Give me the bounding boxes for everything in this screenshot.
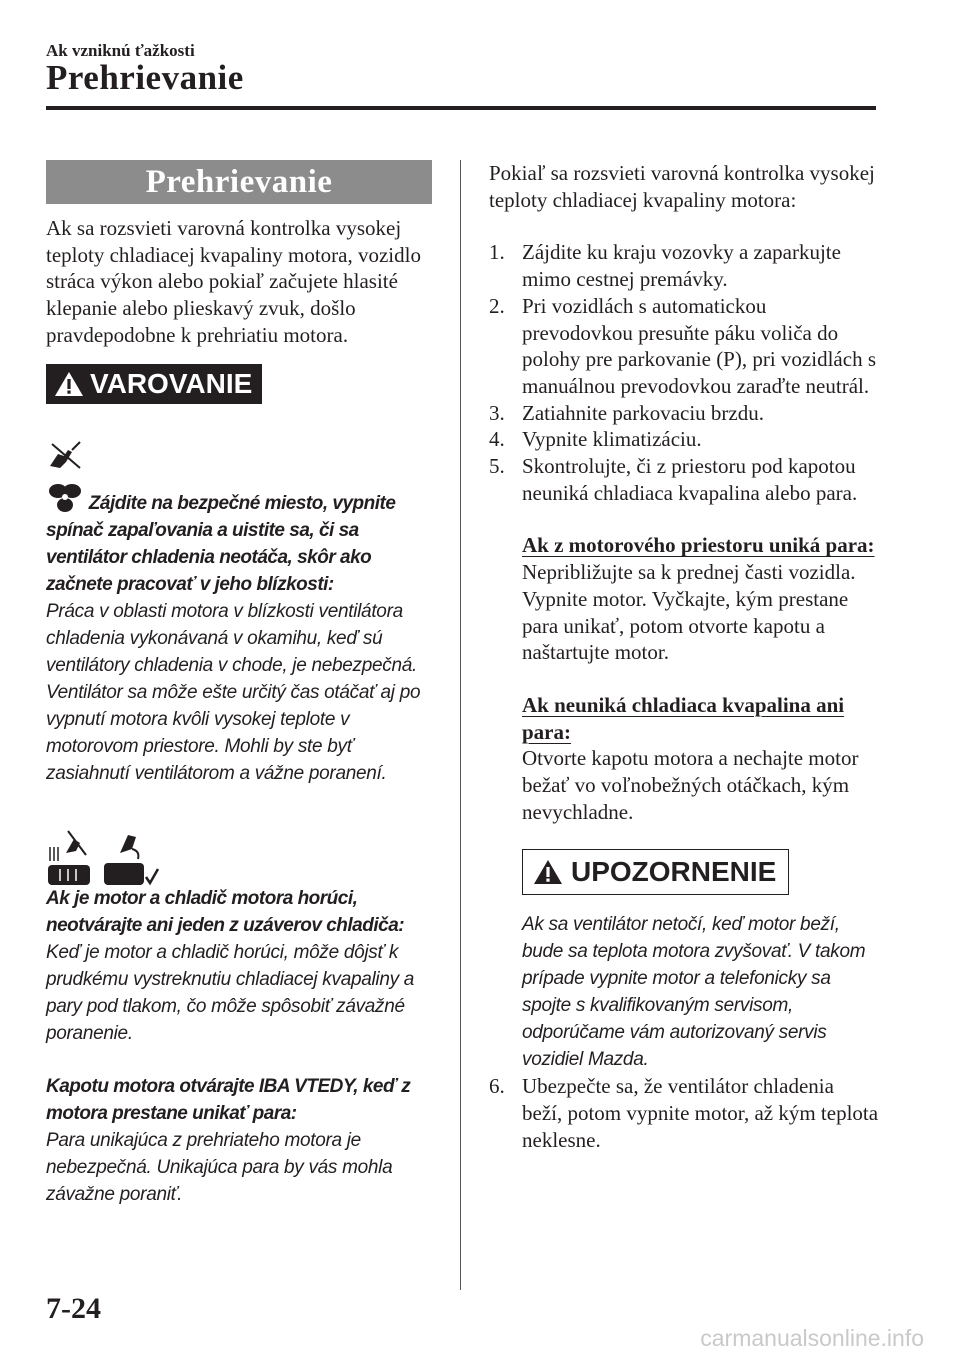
- no-leak-block: [522, 692, 879, 826]
- no-leak-body: Otvorte kapotu motora a nechajte motor bežať vo voľnobežných otáčkach, kým nevychladne.: [522, 746, 859, 824]
- step-number: 5.: [489, 454, 505, 479]
- page-number: 7-24: [46, 1292, 101, 1325]
- left-column: [46, 160, 432, 1208]
- steam-escaping-body: Nepribližujte sa k prednej časti vozidla. Vypnite motor. Vyčkajte, kým prestane para unikať, potom otvorte kapotu a naštartujte motor.: [522, 560, 856, 665]
- warning-badge: [46, 364, 262, 404]
- list-item: [489, 400, 879, 427]
- fan-warning-body: Práca v oblasti motora v blízkosti ventilátora chladenia vykonávaná v okamihu, keď sú ventilátory chladenia v chode, je nebezpečná. Ventilátor sa môže ešte určitý čas otáčať aj po vypnutí motora kvôli vysokej teplote v motorovom priestore. Mohli by ste byť zasiahnutí ventilátorom a vážne poranení.: [46, 600, 421, 784]
- section-banner: Prehrievanie: [46, 160, 432, 204]
- step-number: 1.: [489, 240, 505, 265]
- list-item: [489, 426, 879, 453]
- step-text: Pri vozidlách s automatickou prevodovkou presuňte páku voliča do polohy pre parkovanie (P), pri vozidlách s manuálnou prevodovkou zaraďte neutrál.: [522, 293, 876, 398]
- list-item: [489, 1073, 879, 1153]
- radiator-warning-title: Ak je motor a chladič motora horúci, neotvárajte ani jeden z uzáverov chladiča:: [46, 887, 405, 936]
- warning-triangle-icon: [54, 370, 84, 398]
- column-divider: [460, 160, 461, 1290]
- hood-warning-block: [46, 1073, 432, 1208]
- no-leak-heading: Ak neuniká chladiaca kvapalina ani para:: [522, 692, 845, 744]
- step-number: 6.: [489, 1074, 505, 1099]
- header-rule: [46, 106, 876, 110]
- caution-block: [522, 849, 879, 1073]
- step-number: 3.: [489, 400, 505, 425]
- hood-warning-title: Kapotu motora otvárajte IBA VTEDY, keď z motora prestane unikať para:: [46, 1075, 411, 1124]
- hand-fan-prohibited-icon: [46, 438, 86, 472]
- step-text: Vypnite klimatizáciu.: [522, 427, 702, 452]
- intro-paragraph: Ak sa rozsvieti varovná kontrolka vysokej teploty chladiacej kvapaliny motora, vozidlo stráca výkon alebo pokiaľ začujete hlasité klepanie alebo plieskavý zvuk, došlo pravdepodobne k prehriatiu motora.: [46, 216, 421, 347]
- step-number: 2.: [489, 293, 505, 318]
- list-item: [489, 293, 879, 400]
- watermark: carmanualsonline.info: [700, 1325, 924, 1351]
- caution-badge: [522, 849, 789, 895]
- caution-body: Ak sa ventilátor netočí, keď motor beží, bude sa teplota motora zvyšovať. V takom prípade vypnite motor a telefonicky sa spojte s kvalifikovaným servisom, odporúčame vám autorizovaný servis vozidiel Mazda.: [522, 914, 866, 1071]
- radiator-warning-block: [46, 829, 432, 1047]
- steps-list-continued: [489, 1073, 879, 1153]
- step-text: Ubezpečte sa, že ventilátor chladenia beží, potom vypnite motor, až kým teplota neklesne.: [522, 1074, 879, 1152]
- step-text: Skontrolujte, či z priestoru pod kapotou neuniká chladiaca kvapalina alebo para.: [522, 454, 858, 505]
- radiator-cap-prohibited-icon: [46, 829, 94, 887]
- step-text: Zatiahnite parkovaciu brzdu.: [522, 400, 764, 425]
- radiator-hand-check-icon: [102, 829, 160, 887]
- caution-triangle-icon: [533, 858, 563, 886]
- page-title: Prehrievanie: [46, 58, 244, 97]
- chapter-header: Ak vzniknú ťažkosti: [46, 41, 195, 60]
- caution-label: UPOZORNENIE: [571, 856, 777, 888]
- step-number: 4.: [489, 427, 505, 452]
- steam-escaping-block: [522, 532, 879, 666]
- steps-list: [489, 239, 879, 506]
- right-intro: Pokiaľ sa rozsvieti varovná kontrolka vysokej teploty chladiacej kvapaliny motora:: [489, 161, 875, 212]
- fan-warning-block: [46, 438, 432, 787]
- hood-warning-body: Para unikajúca z prehriateho motora je nebezpečná. Unikajúca para by vás mohla závažne poraniť.: [46, 1129, 393, 1205]
- list-item: [489, 453, 879, 506]
- step-text: Zájdite ku kraju vozovky a zaparkujte mimo cestnej premávky.: [522, 240, 841, 292]
- radiator-warning-body: Keď je motor a chladič horúci, môže dôjsť k prudkému vystreknutiu chladiacej kvapaliny a pary pod tlakom, čo môže spôsobiť závažné poranenie.: [46, 941, 415, 1044]
- cooling-fan-icon: [46, 483, 84, 513]
- warning-label: VAROVANIE: [90, 367, 253, 399]
- right-column: [489, 160, 879, 1154]
- list-item: [489, 239, 879, 292]
- steam-escaping-heading: Ak z motorového priestoru uniká para:: [522, 533, 875, 558]
- fan-warning-title: Zájdite na bezpečné miesto, vypnite spínač zapaľovania a uistite sa, či sa ventilátor chladenia neotáča, skôr ako začnete pracovať v jeho blízkosti:: [46, 492, 396, 595]
